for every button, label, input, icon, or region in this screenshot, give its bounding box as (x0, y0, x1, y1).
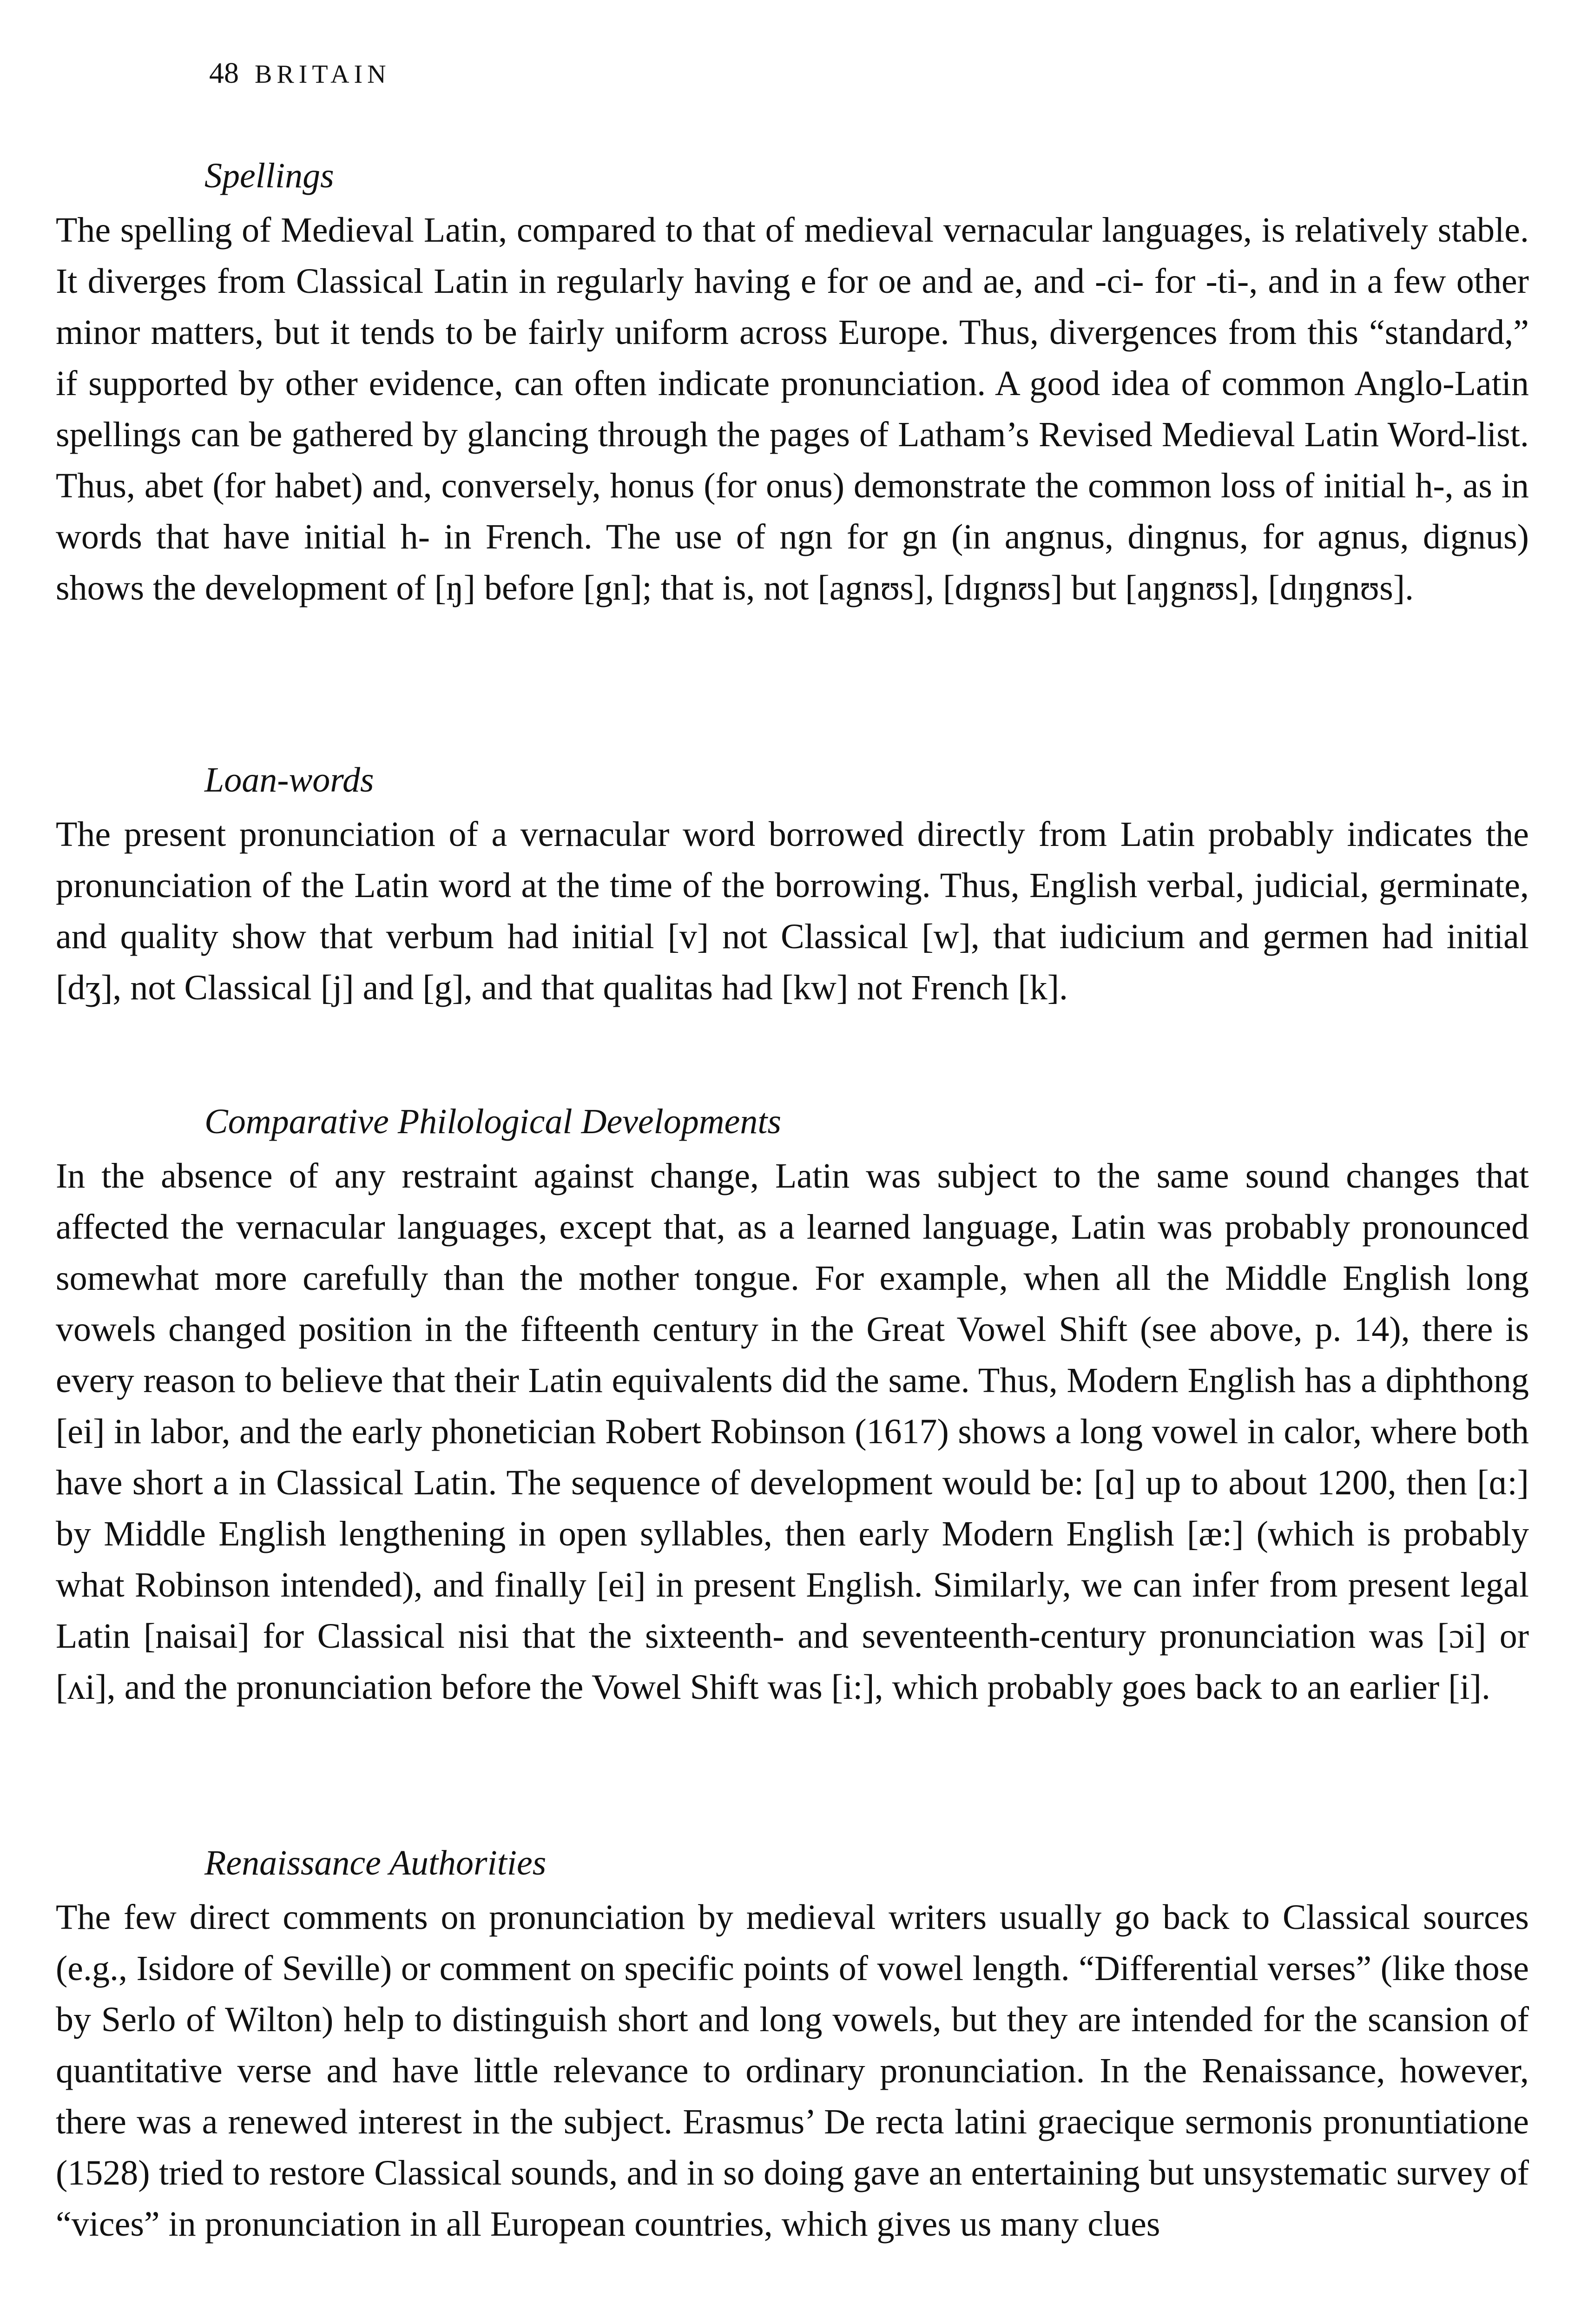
book-page (56, 0, 1529, 2324)
section-paragraph: The few direct comments on pronunciation by medieval writers usually go back to Classical sources (e.g., Isidore of Seville) or comment on specific points of vowel length. “Differential verses” (like those by Serlo of Wilton) help to distinguish short and long vowels, but they are intended for the scansion of quantitative verse and have little relevance to ordinary pronunciation. In the Renaissance, however, there was a renewed interest in the subject. Erasmus’ De recta latini graecique sermonis pronuntiatione (1528) tried to restore Classical sounds, and in so doing gave an entertaining but unsystematic survey of “vices” in pronunciation in all European countries, which gives us many clues (56, 1898, 1529, 2244)
section-comparative-philological-developments (56, 1099, 1529, 1713)
section-renaissance-authorities (56, 1841, 1529, 2250)
section-spellings (56, 153, 1529, 614)
section-paragraph: The present pronunciation of a vernacular word borrowed directly from Latin probably indicates the pronunciation of the Latin word at the time of the borrowing. Thus, English verbal, judicial, germinate, and quality show that verbum had initial [v] not Classical [w], that iudicium and germen had initial [dʒ], not Classical [j] and [g], and that qualitas had [kw] not French [k]. (56, 815, 1529, 1007)
section-paragraph: In the absence of any restraint against change, Latin was subject to the same sound changes that affected the vernacular languages, except that, as a learned language, Latin was probably pronounced somewhat more carefully than the mother tongue. For example, when all the Middle English long vowels changed position in the fifteenth century in the Great Vowel Shift (see above, p. 14), there is every reason to believe that their Latin equivalents did the same. Thus, Modern English has a diphthong [ei] in labor, and the early phonetician Robert Robinson (1617) shows a long vowel in calor, where both have short a in Classical Latin. The sequence of development would be: [ɑ] up to about 1200, then [ɑ:] by Middle English lengthening in open syllables, then early Modern English [æ:] (which is probably what Robinson intended), and finally [ei] in present English. Similarly, we can infer from present legal Latin [naisai] for Classical nisi that the sixteenth- and seventeenth-century pronunciation was [ɔi] or [ʌi], and the pronunciation before the Vowel Shift was [i:], which probably goes back to an earlier [i]. (56, 1156, 1529, 1707)
running-head (209, 56, 391, 90)
section-heading: Loan-words (204, 760, 374, 799)
section-heading: Renaissance Authorities (204, 1843, 547, 1882)
page-number: 48 (209, 56, 239, 89)
section-heading: Spellings (204, 156, 334, 195)
section-heading: Comparative Philological Developments (204, 1102, 782, 1141)
running-title: BRITAIN (255, 60, 391, 89)
section-loan-words (56, 758, 1529, 1013)
section-paragraph: The spelling of Medieval Latin, compared to that of medieval vernacular languages, is relatively stable. It diverges from Classical Latin in regularly having e for oe and ae, and -ci- for -ti-, and in a few other minor matters, but it tends to be fairly uniform across Europe. Thus, divergences from this “standard,” if supported by other evidence, can often indicate pronunciation. A good idea of common Anglo-Latin spellings can be gathered by glancing through the pages of Latham’s Revised Medieval Latin Word-list. Thus, abet (for habet) and, conversely, honus (for onus) demonstrate the common loss of initial h-, as in words that have initial h- in French. The use of ngn for gn (in angnus, dingnus, for agnus, dignus) shows the development of [ŋ] before [gn]; that is, not [agnʊs], [dɪgnʊs] but [aŋgnʊs], [dɪŋgnʊs]. (56, 211, 1529, 607)
